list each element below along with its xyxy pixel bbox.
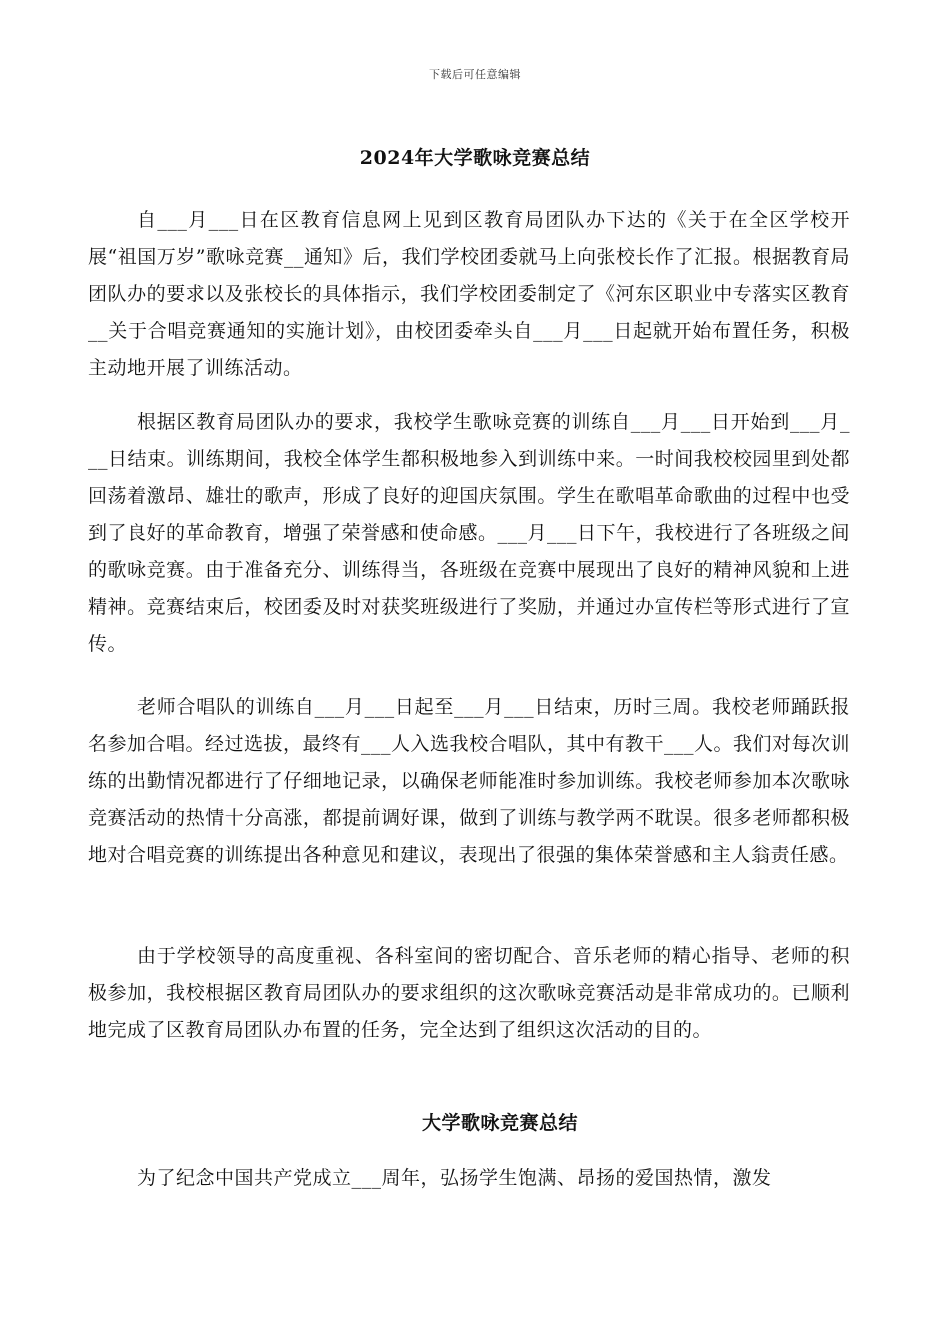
paragraph-2: 根据区教育局团队办的要求，我校学生歌咏竞赛的训练自___月___日开始到___月___日结束。训练期间，我校全体学生都积极地参入到训练中来。一时间我校校园里到处都回荡着激昂、雄壮的歌声，形成了良好的迎国庆氛围。学生在歌唱革命歌曲的过程中也受到了良好的革命教育，增强了荣誉感和使命感。___月___日下午，我校进行了各班级之间的歌咏竞赛。由于准备充分、训练得当，各班级在竞赛中展现出了良好的精神风貌和上进精神。竞赛结束后，校团委及时对获奖班级进行了奖励，并通过办宣传栏等形式进行了宣传。 — [88, 411, 851, 655]
paragraph-1: 自___月___日在区教育信息网上见到区教育局团队办下达的《关于在全区学校开展“祖国万岁”歌咏竞赛__通知》后，我们学校团委就马上向张校长作了汇报。根据教育局团队办的要求以及张校长的具体指示，我们学校团委制定了《河东区职业中专落实区教育__关于合唱竞赛通知的实施计划》，由校团委牵头自___月___日起就开始布置任务，积极主动地开展了训练活动。 — [88, 209, 850, 379]
paragraph-3: 老师合唱队的训练自___月___日起至___月___日结束，历时三周。我校老师踊跃报名参加合唱。经过选拔，最终有___人入选我校合唱队，其中有教干___人。我们对每次训练的出勤情况都进行了仔细地记录，以确保老师能准时参加训练。我校老师参加本次歌咏竞赛活动的热情十分高涨，都提前调好课，做到了训练与教学两不耽误。很多老师都积极地对合唱竞赛的训练提出各种意见和建议，表现出了很强的集体荣誉感和主人翁责任感。 — [88, 696, 851, 866]
paragraph-4: 由于学校领导的高度重视、各科室间的密切配合、音乐老师的精心指导、老师的积极参加，我校根据区教育局团队办的要求组织的这次歌咏竞赛活动是非常成功的。已顺利地完成了区教育局团队办布置的任务，完全达到了组织这次活动的目的。 — [88, 945, 850, 1041]
second-document-title: 大学歌咏竞赛总结 — [421, 1112, 578, 1134]
document-title: 2024年大学歌咏竞赛总结 — [359, 147, 591, 169]
header-note: 下载后可任意编辑 — [429, 68, 521, 81]
second-paragraph-1: 为了纪念中国共产党成立___周年，弘扬学生饱满、昂扬的爱国热情，激发 — [137, 1167, 772, 1189]
